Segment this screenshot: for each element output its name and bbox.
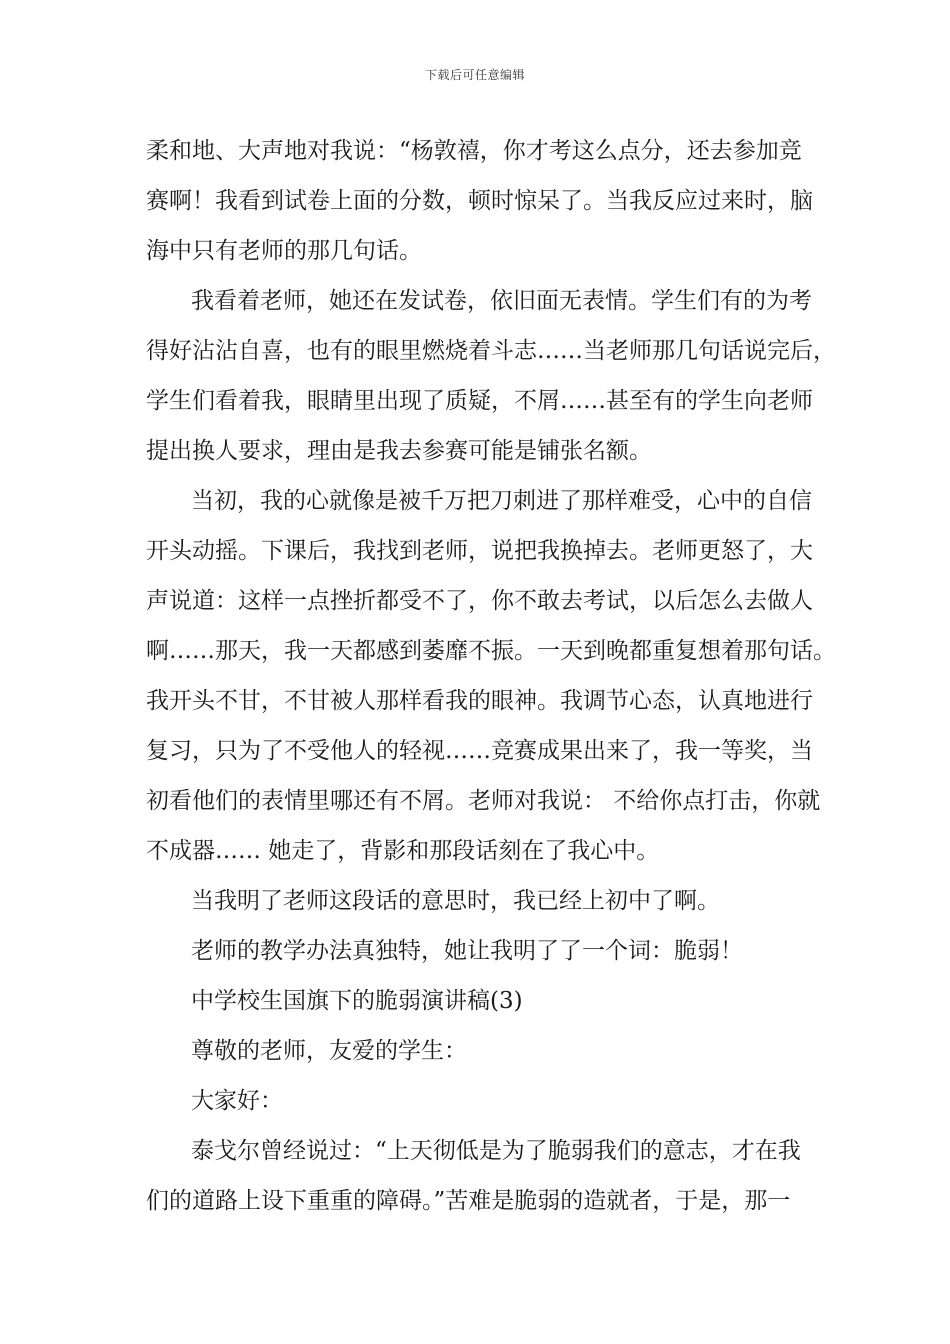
text-line: 啊……那天，我一天都感到萎靡不振。一天到晚都重复想着那句话。 [146, 638, 836, 664]
text-line: 得好沾沾自喜，也有的眼里燃烧着斗志……当老师那几句话说完后， [146, 338, 836, 364]
text-line: 初看他们的表情里哪还有不屑。老师对我说： 不给你点打击，你就 [146, 788, 821, 814]
text-line: 赛啊！我看到试卷上面的分数，顿时惊呆了。当我反应过来时，脑 [146, 188, 813, 214]
document-body [146, 126, 836, 1226]
section-title: 中学校生国旗下的脆弱演讲稿(3) [191, 988, 523, 1014]
salutation: 尊敬的老师，友爱的学生： [191, 1038, 467, 1064]
text-line: 不成器…… 她走了，背影和那段话刻在了我心中。 [146, 838, 660, 864]
text-line: 复习，只为了不受他人的轻视……竞赛成果出来了，我一等奖，当 [146, 738, 813, 764]
text-line: 老师的教学办法真独特，她让我明了了一个词：脆弱！ [191, 938, 743, 964]
text-line: 当我明了老师这段话的意思时，我已经上初中了啊。 [191, 888, 720, 914]
text-line: 我开头不甘，不甘被人那样看我的眼神。我调节心态，认真地进行 [146, 688, 813, 714]
text-line: 学生们看着我，眼睛里出现了质疑，不屑……甚至有的学生向老师 [146, 388, 813, 414]
text-line: 泰戈尔曾经说过：“上天彻低是为了脆弱我们的意志，才在我 [191, 1138, 801, 1164]
text-line: 我看着老师，她还在发试卷，依旧面无表情。学生们有的为考 [191, 288, 812, 314]
text-line: 们的道路上设下重重的障碍。”苦难是脆弱的造就者，于是，那一 [146, 1188, 791, 1214]
text-line: 声说道：这样一点挫折都受不了，你不敢去考试，以后怎么去做人 [146, 588, 813, 614]
text-line: 提出换人要求，理由是我去参赛可能是铺张名额。 [146, 438, 652, 464]
text-line: 当初，我的心就像是被千万把刀刺进了那样难受，心中的自信 [191, 488, 812, 514]
text-line: 海中只有老师的那几句话。 [146, 238, 422, 264]
greeting: 大家好： [191, 1088, 283, 1114]
text-line: 开头动摇。下课后，我找到老师，说把我换掉去。老师更怒了，大 [146, 538, 813, 564]
text-line: 柔和地、大声地对我说：“杨敦禧，你才考这么点分，还去参加竞 [146, 138, 802, 164]
page-header: 下载后可任意编辑 [424, 68, 525, 82]
